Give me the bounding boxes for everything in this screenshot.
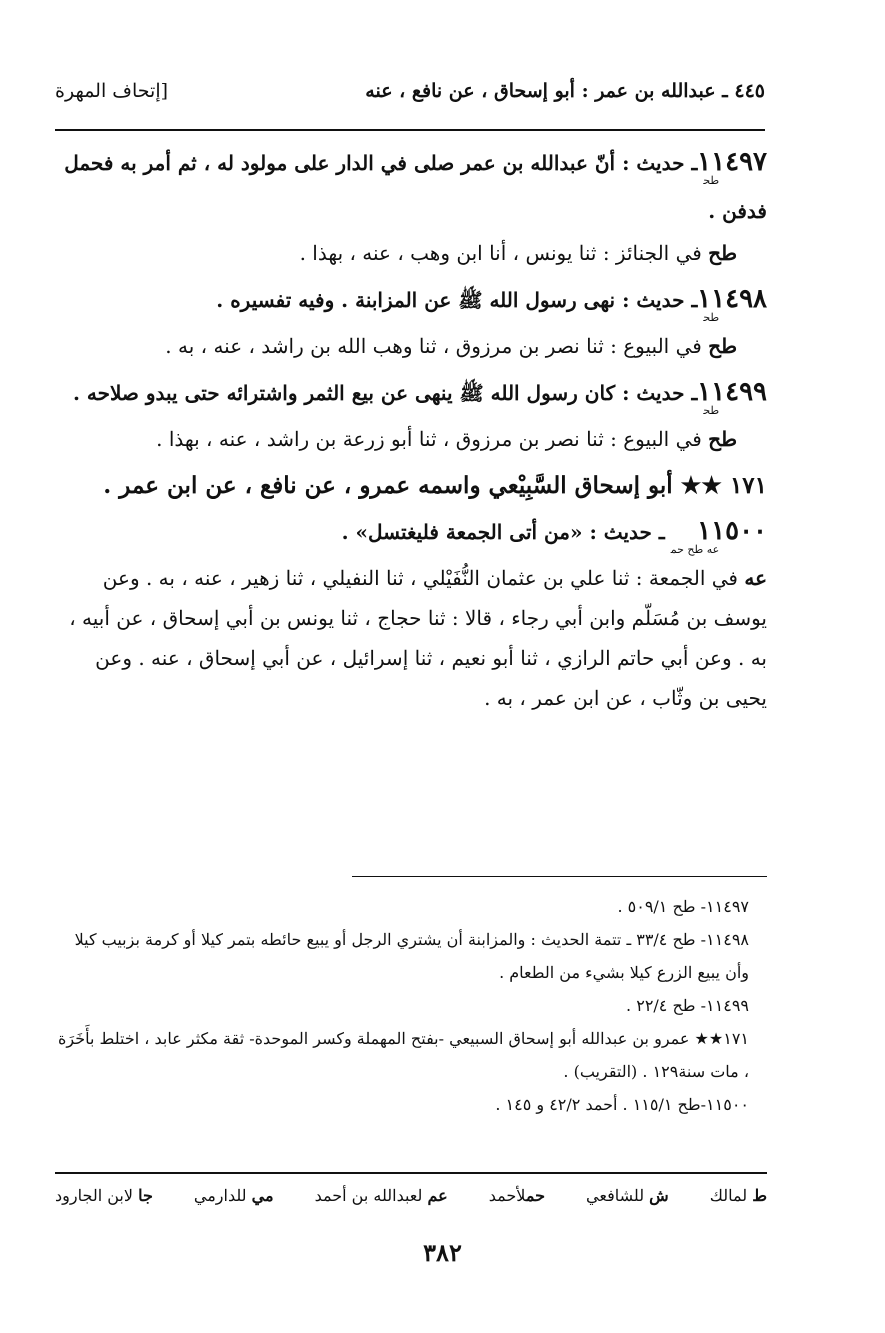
abbrev-item: حملأحمد	[488, 1186, 545, 1205]
source-sigla: عه طح حم	[670, 543, 720, 556]
footnote: ١١٤٩٧- طح ٥٠٩/١ .	[617, 897, 749, 916]
footnote: ١١٤٩٨- طح ٣٣/٤ ـ تتمة الحديث : والمزابنة أن يشتري الرجل أو يبيع حائطه بتمر كيلا أو كرمة بزبيب كيلا وأن يبيع الزرع كيلا بشيء من الطعام .	[74, 930, 749, 982]
narrator-chain-heading: ١٧١ ★★ أبو إسحاق السَّبِيْعي واسمه عمرو ، عن نافع ، عن ابن عمر .	[103, 472, 767, 499]
hadith-entry-11500	[55, 509, 767, 718]
source-sigla: طح	[703, 174, 720, 187]
abbrev-item: ش للشافعي	[586, 1186, 669, 1205]
source-block	[55, 558, 767, 718]
source-text: في البيوع : ثنا نصر بن مرزوق ، ثنا أبو زرعة بن راشد ، عنه ، بهذا .	[156, 427, 709, 451]
header-rule	[55, 129, 765, 131]
main-text	[55, 140, 767, 718]
hadith-number: ١١٥٠٠	[697, 516, 767, 546]
abbrev-item: عم لعبدالله بن أحمد	[314, 1186, 448, 1205]
hadith-number: ١١٤٩٩	[697, 377, 767, 407]
footnote: ١١٤٩٩- طح ٢٢/٤ .	[626, 996, 749, 1015]
footnotes	[55, 890, 767, 1121]
abbrev-item: مي للدارمي	[193, 1186, 274, 1205]
hadith-text	[55, 370, 767, 419]
footnote-rule	[352, 876, 767, 877]
hadith-number: ١١٤٩٧	[697, 147, 767, 177]
book-title: [إتحاف المهرة	[55, 80, 169, 102]
footnote: ١٧١★★ عمرو بن عبدالله أبو إسحاق السبيعي -بفتح المهملة وكسر الموحدة- ثقة مكثر عابد ، اختلط بأَخَرَة ، مات سنة١٢٩ . (التقريب) .	[58, 1029, 749, 1081]
hadith-number: ١١٤٩٨	[697, 284, 767, 314]
hadith-entry-11497	[55, 140, 767, 273]
source-key: طح	[708, 427, 737, 451]
running-title: ٤٤٥ ـ عبدالله بن عمر : أبو إسحاق ، عن نافع ، عنه	[365, 80, 765, 102]
source-key: عه	[744, 566, 767, 590]
hadith-label: ـ حديث :	[615, 381, 698, 405]
hadith-body: «من أتى الجمعة فليغتسل» .	[341, 520, 583, 544]
hadith-label: ـ حديث :	[615, 151, 698, 175]
hadith-entry-11499	[55, 370, 767, 459]
source-key: طح	[708, 241, 737, 265]
hadith-body: أنّ عبدالله بن عمر صلى في الدار على مولود له ، ثم أمر به فحمل فدفن .	[64, 151, 767, 223]
abbreviation-key	[55, 1186, 767, 1205]
hadith-text	[55, 509, 767, 558]
source-line	[55, 419, 737, 459]
footnote: ١١٥٠٠-طح ١١٥/١ . أحمد ٤٢/٢ و ١٤٥ .	[495, 1095, 749, 1114]
hadith-text	[55, 140, 767, 233]
source-key: طح	[708, 334, 737, 358]
source-text: في الجنائز : ثنا يونس ، أنا ابن وهب ، عنه ، بهذا .	[299, 241, 709, 265]
abbreviation-rule	[55, 1172, 767, 1174]
source-text: في البيوع : ثنا نصر بن مرزوق ، ثنا وهب الله بن راشد ، عنه ، به .	[165, 334, 709, 358]
source-line	[55, 326, 737, 366]
source-text: في الجمعة : ثنا علي بن عثمان النُّفَيْلي ، ثنا النفيلي ، ثنا زهير ، عنه ، به . وعن يوسف بن مُسَلّم وابن أبي رجاء ، قالا : ثنا حجاج ، ثنا يونس بن أبي إسحاق ، عن أبيه ، به . وعن أبي حاتم الرازي ، ثنا أبو نعيم ، ثنا إسرائيل ، عن أبي إسحاق ، عنه . وعن يحيى بن وثّاب ، عن ابن عمر ، به .	[69, 566, 767, 710]
hadith-text	[55, 277, 767, 326]
abbrev-item: جا لابن الجارود	[55, 1186, 153, 1205]
page-number: ٣٨٢	[423, 1238, 462, 1267]
abbrev-item: ط لمالك	[709, 1186, 767, 1205]
hadith-label: ـ حديث :	[582, 520, 665, 544]
source-sigla: طح	[703, 311, 720, 324]
source-line	[55, 233, 737, 273]
hadith-label: ـ حديث :	[615, 288, 698, 312]
hadith-entry-11498	[55, 277, 767, 366]
source-sigla: طح	[703, 404, 720, 417]
running-header	[55, 80, 765, 110]
hadith-body: نهى رسول الله ﷺ عن المزابنة . وفيه تفسيره .	[216, 288, 616, 312]
hadith-body: كان رسول الله ﷺ ينهى عن بيع الثمر واشترائه حتى يبدو صلاحه .	[72, 381, 616, 405]
